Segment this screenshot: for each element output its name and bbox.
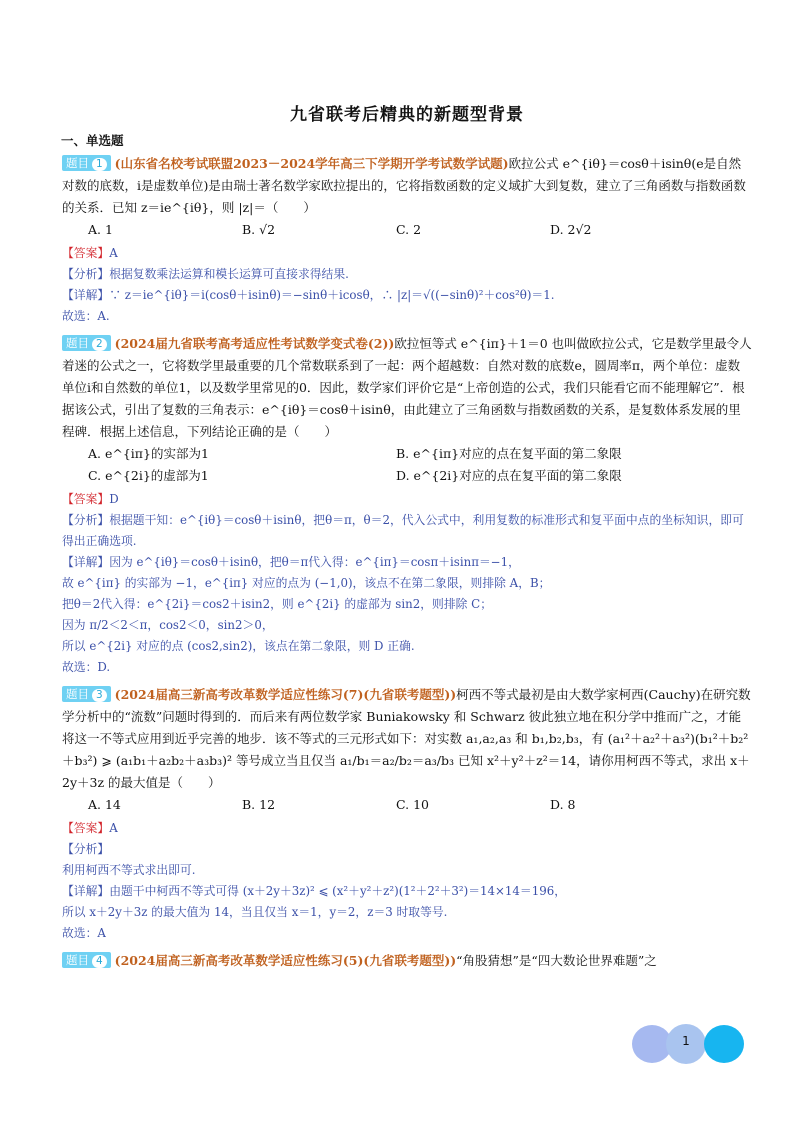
detail-line: 把θ＝2代入得：e^{2i}＝cos2＋isin2，则 e^{2i} 的虚部为 sin2，则排除 C； xyxy=(62,597,492,611)
choice-a: A. e^{iπ}的实部为1 xyxy=(88,446,209,461)
analysis-label: 【分析】 xyxy=(62,842,110,856)
section-heading: 一、单选题 xyxy=(61,133,124,148)
analysis-label: 【分析】 xyxy=(62,267,110,281)
problem-number: 1 xyxy=(92,158,107,171)
detail-line: 故选：D. xyxy=(62,660,111,674)
analysis-text: 利用柯西不等式求出即可. xyxy=(62,863,196,877)
decor-circle xyxy=(704,1025,744,1063)
answer-value: A xyxy=(109,821,118,835)
problem-stem: 柯西不等式最初是由大数学家柯西(Cauchy)在研究数学分析中的“流数”问题时得到的．而后来有两位数学家 Buniakowsky 和 Schwarz 彼此独立地在积分学中推而广之，才能将这一不等式应用到近乎完善的地步．该不等式的三元形式如下：对实数 a₁,a₂,a₃ 和 b₁,b₂,b₃，有 (a₁²＋a₂²＋a₃²)(b₁²＋b₂²＋b₃²) ⩾ (a₁b₁＋a₂b₂＋a₃b₃)² 等号成立当且仅当 a₁/b₁＝a₂/b₂＝a₃/b₃ 已知 x²＋y²＋z²＝14，请你用柯西不等式，求出 x＋2y＋3z 的最大值是（ ） xyxy=(62,687,751,790)
problem-source: (2024届九省联考高考适应性考试数学变式卷(2)) xyxy=(114,336,395,351)
problem-stem: 欧拉恒等式 e^{iπ}＋1＝0 也叫做欧拉公式，它是数学里最令人着迷的公式之一，它将数学里最重要的几个常数联系到了一起：两个超越数：自然对数的底数e，圆周率π，两个单位：虚数单位i和自然数的单位1，以及数学里常见的0．因此，数学家们评价它是“上帝创造的公式，我们只能看它而不能理解它”．根据该公式，引出了复数的三角表示：e^{iθ}＝cosθ＋isinθ，由此建立了三角函数与指数函数的关系，是复数体系发展的里程碑．根据上述信息，下列结论正确的是（ ） xyxy=(62,336,752,439)
analysis-label: 【分析】 xyxy=(62,513,110,527)
problem-source: (2024届高三新高考改革数学适应性练习(5)(九省联考题型)) xyxy=(114,953,457,968)
page-title: 九省联考后精典的新题型背景 xyxy=(290,105,524,125)
detail-label: 【详解】 xyxy=(62,555,110,569)
choice-a: A. 14 xyxy=(88,797,121,812)
page-content xyxy=(62,100,752,972)
answer-label: 【答案】 xyxy=(62,821,110,835)
problem-stem: 欧拉公式 e^{iθ}＝cosθ＋isinθ(e是自然对数的底数，i是虚数单位)是由瑞士著名数学家欧拉提出的，它将指数函数的定义域扩大到复数，建立了三角函数与指数函数的关系．已知 z＝ie^{iθ}，则 |z|＝（ ） xyxy=(62,156,746,215)
problem-source: (2024届高三新高考改革数学适应性练习(7)(九省联考题型)) xyxy=(114,687,457,702)
problem-2 xyxy=(62,333,752,678)
problem-badge: 题目 1 xyxy=(62,155,111,171)
page-number-badge xyxy=(632,1024,752,1062)
answer-label: 【答案】 xyxy=(62,246,110,260)
problem-1 xyxy=(62,153,752,327)
choice-b: B. 12 xyxy=(242,797,276,812)
problem-stem: “角股猜想”是“四大数论世界难题”之 xyxy=(456,953,657,968)
detail-label: 【详解】 xyxy=(62,884,110,898)
page-number: 1 xyxy=(682,1034,690,1048)
detail-label: 【详解】 xyxy=(62,288,110,302)
problem-3 xyxy=(62,684,752,944)
answer-value: D xyxy=(109,492,119,506)
problem-number: 2 xyxy=(92,338,107,351)
analysis-text: 根据题干知：e^{iθ}＝cosθ＋isinθ，把θ＝π，θ＝2，代入公式中，利用复数的标准形式和复平面中点的坐标知识，即可得出正确选项. xyxy=(62,513,744,548)
answer-label: 【答案】 xyxy=(62,492,110,506)
solution xyxy=(62,489,752,678)
choice-c: C. 2 xyxy=(396,222,422,237)
detail-line: 因为 π/2＜2＜π，cos2＜0，sin2＞0， xyxy=(62,618,274,632)
problem-badge: 题目 3 xyxy=(62,686,111,702)
detail-line: 所以 x＋2y＋3z 的最大值为 14，当且仅当 x＝1，y＝2，z＝3 时取等号. xyxy=(62,905,448,919)
choice-a: A. 1 xyxy=(88,222,113,237)
detail-line: 由题干中柯西不等式可得 (x＋2y＋3z)² ⩽ (x²＋y²＋z²)(1²＋2²＋3²)＝14×14＝196， xyxy=(109,884,567,898)
problem-4 xyxy=(62,950,752,972)
choices xyxy=(62,219,752,241)
detail-line: 故选：A. xyxy=(62,309,110,323)
choices xyxy=(62,794,752,816)
detail-line: 故 e^{iπ} 的实部为 −1，e^{iπ} 对应的点为 (−1,0)，该点不在第二象限，则排除 A，B； xyxy=(62,576,551,590)
detail-line: 故选：A xyxy=(62,926,106,940)
analysis-text: 根据复数乘法运算和模长运算可直接求得结果. xyxy=(109,267,349,281)
solution xyxy=(62,243,752,327)
choice-d: D. 2√2 xyxy=(550,222,592,237)
problem-source: (山东省名校考试联盟2023－2024学年高三下学期开学考试数学试题) xyxy=(114,156,509,171)
choice-c: C. e^{2i}的虚部为1 xyxy=(88,468,209,483)
problem-number: 4 xyxy=(92,955,107,968)
problem-badge: 题目 2 xyxy=(62,335,111,351)
answer-value: A xyxy=(109,246,118,260)
detail-line: 所以 e^{2i} 对应的点 (cos2,sin2)，该点在第二象限，则 D 正确. xyxy=(62,639,415,653)
choice-b: B. √2 xyxy=(242,222,276,237)
detail-line: 因为 e^{iθ}＝cosθ＋isinθ，把θ＝π代入得：e^{iπ}＝cosπ＋isinπ＝−1， xyxy=(109,555,520,569)
choice-b: B. e^{iπ}对应的点在复平面的第二象限 xyxy=(396,446,622,461)
choices xyxy=(62,443,752,487)
detail-line: ∵ z＝ie^{iθ}＝i(cosθ＋isinθ)＝−sinθ＋icosθ，∴ |z|＝√((−sinθ)²＋cos²θ)＝1. xyxy=(109,288,555,302)
choice-d: D. 8 xyxy=(550,797,576,812)
choice-d: D. e^{2i}对应的点在复平面的第二象限 xyxy=(396,468,622,483)
solution xyxy=(62,818,752,944)
problem-badge: 题目 4 xyxy=(62,952,111,968)
choice-c: C. 10 xyxy=(396,797,429,812)
problem-number: 3 xyxy=(92,689,107,702)
